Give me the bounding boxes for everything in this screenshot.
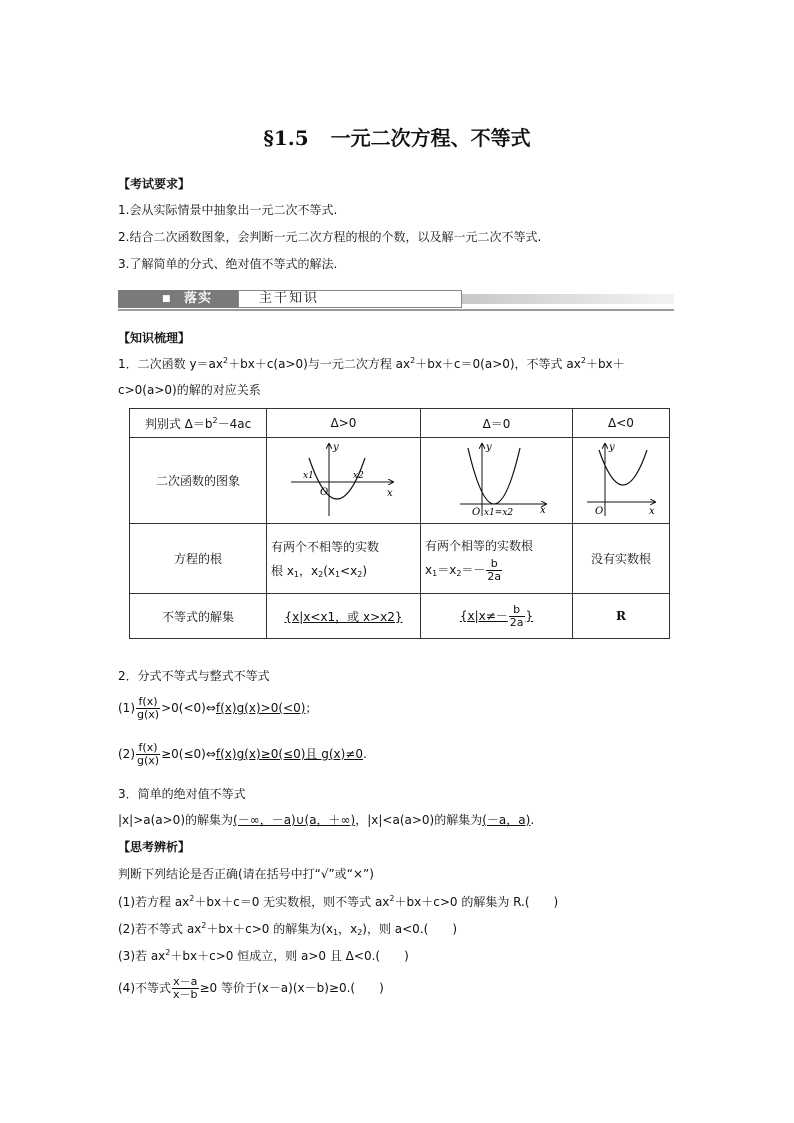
- think-q3: (3)若 $ax^2+bx+c>0$ 恒成立，则 a>0 且 Δ<0.( ): [118, 948, 409, 963]
- header-delta-zero: Δ＝0: [421, 409, 573, 438]
- relation-table: [129, 408, 670, 639]
- parabola-two-roots-graph: [289, 440, 399, 518]
- solution-delta-negative: R: [573, 594, 670, 639]
- axis-y-label: y: [609, 442, 615, 453]
- parabola-no-root-graph: [581, 440, 661, 518]
- banner-dark-label: 落实: [184, 291, 213, 306]
- part3-line: |x|>a(a>0)的解集为(－∞，－a)∪(a，＋∞)，|x|<a(a>0)的解集为(－a，a).: [118, 813, 535, 827]
- exam-req-item-3: 3.了解简单的分式、绝对值不等式的解法.: [118, 257, 338, 271]
- part2-formula-1: (1) $\frac{f(x)}{g(x)}$ >0(<0)⇔f(x)g(x)>0(<0)；: [118, 695, 318, 721]
- think-heading: 【思考辨析】: [118, 840, 191, 854]
- solution-delta-positive: {x|x<x1，或 x>x2}: [267, 594, 421, 639]
- exam-req-heading: 【考试要求】: [118, 177, 191, 191]
- parabola-one-root-graph: [442, 440, 552, 518]
- row-label-roots: 方程的根: [130, 524, 267, 594]
- root-x2-label: x2: [352, 471, 364, 481]
- exam-req-item-1: 1.会从实际情景中抽象出一元二次不等式.: [118, 203, 338, 217]
- banner-fade: [462, 294, 674, 304]
- part2-formula-2: (2) $\frac{f(x)}{g(x)}$ ≥0(≤0)⇔f(x)g(x)≥0(≤0)且 g(x)≠0.: [118, 741, 367, 767]
- knowledge-p1-line2: c>0(a>0)的解的对应关系: [118, 383, 261, 397]
- row-label-graph: 二次函数的图象: [130, 438, 267, 524]
- roots-delta-zero: 有两个相等的实数根 $x_1=x_2=-$ $\frac{b}{2a}$: [421, 524, 573, 594]
- header-discriminant: 判别式 $\Delta=b^2-4ac$: [130, 409, 267, 438]
- graph-delta-negative: [573, 438, 670, 524]
- knowledge-heading: 【知识梳理】: [118, 331, 191, 345]
- double-root-label: x1=x2: [483, 508, 513, 518]
- banner-dark: [118, 290, 238, 308]
- think-intro: 判断下列结论是否正确(请在括号中打“√”或“×”): [118, 867, 374, 881]
- solution-delta-zero: {x|x≠－ $\frac{b}{2a}$ }: [421, 594, 573, 639]
- part3-heading: 3．简单的绝对值不等式: [118, 787, 246, 801]
- banner-light-label: 主干知识: [259, 291, 320, 306]
- section-number: §1.5: [263, 126, 309, 150]
- axis-x-label: x: [386, 488, 393, 499]
- banner-bullet-icon: ■: [162, 294, 171, 304]
- graph-delta-positive: [267, 438, 421, 524]
- origin-label: O: [471, 507, 480, 518]
- axis-x-label: x: [539, 505, 546, 516]
- section-banner: [118, 290, 674, 310]
- root-x1-label: x1: [302, 471, 314, 481]
- origin-label: O: [595, 506, 604, 517]
- exam-req-item-2: 2.结合二次函数图象，会判断一元二次方程的根的个数，以及解一元二次不等式.: [118, 230, 542, 244]
- think-q2: (2)若不等式 $ax^2+bx+c>0$ 的解集为($x_1$，$x_2$)，则 a<0.( ): [118, 921, 457, 937]
- page-title: [0, 122, 794, 151]
- axis-y-label: y: [332, 442, 339, 453]
- banner-rule: [118, 309, 674, 311]
- think-q1: (1)若方程 $ax^2+bx+c=0$ 无实数根，则不等式 $ax^2+bx+c>0$ 的解集为 R.( ): [118, 894, 559, 909]
- graph-delta-zero: [421, 438, 573, 524]
- roots-delta-positive: 有两个不相等的实数 根 $x_1$，$x_2(x_1<x_2)$: [267, 524, 421, 594]
- think-q4: (4)不等式 $\frac{x-a}{x-b}$ ≥0 等价于(x－a)(x－b)≥0.( ): [118, 975, 384, 1001]
- roots-delta-negative: 没有实数根: [573, 524, 670, 594]
- axis-y-label: y: [485, 442, 492, 453]
- header-delta-negative: Δ<0: [573, 409, 670, 438]
- title-text: 一元二次方程、不等式: [330, 126, 531, 150]
- part2-heading: 2．分式不等式与整式不等式: [118, 669, 270, 683]
- banner-light: [238, 290, 462, 308]
- header-delta-positive: Δ>0: [267, 409, 421, 438]
- axis-x-label: x: [649, 506, 655, 517]
- row-label-solution: 不等式的解集: [130, 594, 267, 639]
- knowledge-p1-line1: 1．二次函数 $y=ax^2+bx+c(a>0)$与一元二次方程 $ax^2+bx+c=0(a>0)$，不等式 $ax^2+bx+$: [118, 356, 625, 371]
- origin-label: O: [319, 487, 328, 498]
